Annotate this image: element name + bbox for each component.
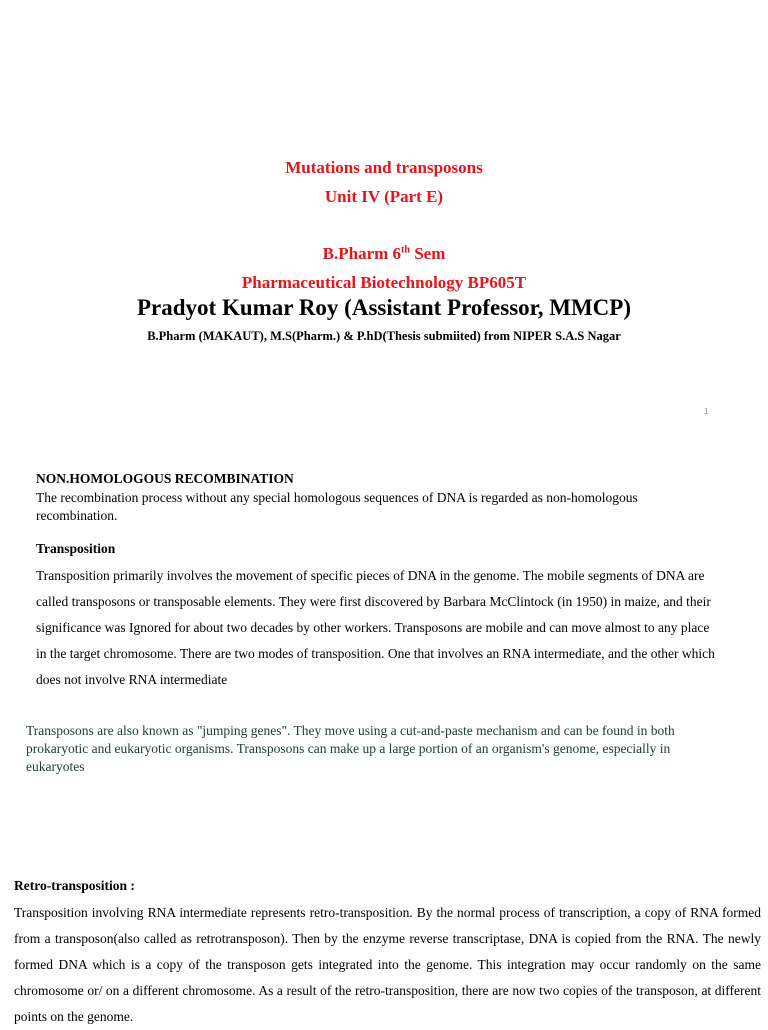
- section-body-nonhomologous: The recombination process without any special homologous sequences of DNA is regarded as non-homologous recombination.: [36, 490, 638, 523]
- section-heading-transposition: Transposition: [36, 541, 116, 556]
- course-semester-text: B.Pharm 6: [322, 244, 402, 263]
- section-heading-nonhomologous: NON.HOMOLOGOUS RECOMBINATION: [36, 471, 294, 486]
- author-affiliation: B.Pharm (MAKAUT), M.S(Pharm.) & P.hD(Thesis submiited) from NIPER S.A.S Nagar: [147, 329, 621, 343]
- section-body-transposition: Transposition primarily involves the movement of specific pieces of DNA in the genome. The mobile segments of DNA are called transposons or transposable elements. They were first discovered by Barbara McClintock (in 1950) in maize, and their significance was Ignored for about two decades by other workers. Transposons are mobile and can move almost to any place in the target chromosome. There are two modes of transposition. One that involves an RNA intermediate, and the other which does not involve RNA intermediate: [36, 568, 715, 687]
- section-heading-retrotransposition: Retro-transposition :: [14, 878, 135, 893]
- unit-subtitle: Unit IV (Part E): [324, 187, 444, 206]
- jumping-genes-callout: Transposons are also known as "jumping genes". They move using a cut-and-paste mechanism and can be found in both prokaryotic and eukaryotic organisms. Transposons can make up a large portion of an organism's genome, especially in eukaryotes: [26, 723, 675, 774]
- section-body-retrotransposition: Transposition involving RNA intermediate represents retro-transposition. By the normal process of transcription, a copy of RNA formed from a transposon(also called as retrotransposon). Then by the enzyme reverse transcriptase, DNA is copied from the RNA. The newly formed DNA which is a copy of the transposon gets integrated into the genome. This integration may occur randomly on the same chromosome or/ on a different chromosome. As a result of the retro-transposition, there are now two copies of the transposon, at different points on the genome.: [14, 905, 761, 1024]
- document-title: Mutations and transposons: [285, 158, 483, 177]
- course-semester-superscript: th: [401, 244, 410, 256]
- author-name: Pradyot Kumar Roy (Assistant Professor, MMCP): [136, 295, 632, 320]
- course-semester: [0, 244, 768, 264]
- course-semester-suffix: Sem: [409, 244, 446, 263]
- course-name: Pharmaceutical Biotechnology BP605T: [241, 273, 527, 292]
- page-number: 1: [704, 407, 709, 416]
